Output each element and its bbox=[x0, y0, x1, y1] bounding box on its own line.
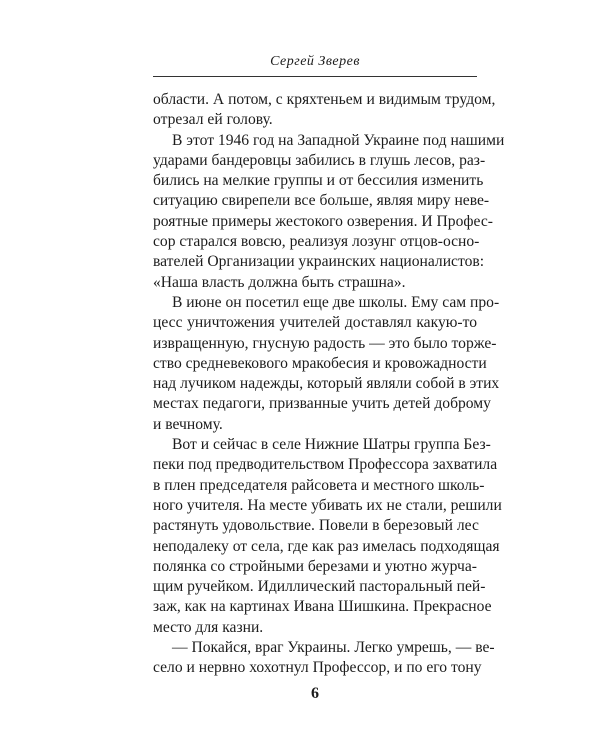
text-line: В этот 1946 год на Западной Украине под нашими bbox=[172, 131, 505, 149]
text-line: Вот и сейчас в селе Нижние Шатры группа Без- bbox=[172, 436, 491, 454]
text-line: ударами бандеровцы забились в глушь лесов, раз- bbox=[153, 151, 486, 169]
paragraph bbox=[153, 131, 505, 293]
text-line: и вечному. bbox=[153, 415, 223, 433]
text-line: ство средневекового мракобесия и кровожадности bbox=[153, 354, 487, 372]
text-line: «Наша власть должна быть страшна». bbox=[153, 273, 406, 291]
text-line: извращенную, гнусную радость — это было торже- bbox=[153, 334, 497, 352]
text-line: цесс уничтожения учителей доставлял какую-то bbox=[153, 314, 477, 332]
text-line: село и нервно хохотнул Профессор, и по его тону bbox=[153, 659, 482, 677]
text-line: щим ручейком. Идиллический пасторальный пей- bbox=[153, 578, 486, 596]
text-line: полянка со стройными березами и уютно журча- bbox=[153, 557, 477, 575]
running-header: Сергей Зверев bbox=[270, 54, 360, 69]
text-line: ного учителя. На месте убивать их не стали, решили bbox=[153, 496, 502, 514]
text-line: В июне он посетил еще две школы. Ему сам про- bbox=[172, 293, 500, 311]
text-line: неподалеку от села, где как раз имелась подходящая bbox=[153, 537, 500, 555]
page-number: 6 bbox=[311, 685, 319, 702]
text-line: заж, как на картинах Ивана Шишкина. Прекрасное bbox=[153, 598, 492, 616]
text-line: отрезал ей голову. bbox=[153, 111, 273, 129]
paragraph bbox=[153, 638, 495, 679]
header-rule bbox=[153, 76, 477, 77]
text-line: вателей Организации украинских националистов: bbox=[153, 253, 485, 271]
text-line: — Покайся, враг Украины. Легко умрешь, — ве- bbox=[172, 639, 495, 657]
text-line: ситуацию свирепели все больше, являя миру неве- bbox=[153, 192, 490, 210]
text-line: над лучиком надежды, который являли собой в этих bbox=[153, 375, 500, 393]
text-line: в плен председателя райсовета и местного школь- bbox=[153, 476, 485, 494]
paragraph bbox=[153, 435, 502, 638]
text-line: пеки под предводительством Профессора захватила bbox=[153, 456, 498, 474]
text-line: бились на мелкие группы и от бессилия изменить bbox=[153, 172, 484, 190]
text-line: роятные примеры жестокого озверения. И Профес- bbox=[153, 212, 493, 230]
text-line: место для казни. bbox=[153, 618, 264, 636]
page-body bbox=[153, 90, 505, 679]
text-line: растянуть удовольствие. Повели в березовый лес bbox=[153, 517, 479, 535]
paragraph bbox=[153, 293, 500, 435]
paragraph bbox=[153, 90, 496, 131]
text-line: области. А потом, с кряхтеньем и видимым трудом, bbox=[153, 91, 496, 108]
text-line: сор старался вовсю, реализуя лозунг отцов-осно- bbox=[153, 233, 480, 251]
text-line: местах педагоги, призванные учить детей доброму bbox=[153, 395, 491, 413]
